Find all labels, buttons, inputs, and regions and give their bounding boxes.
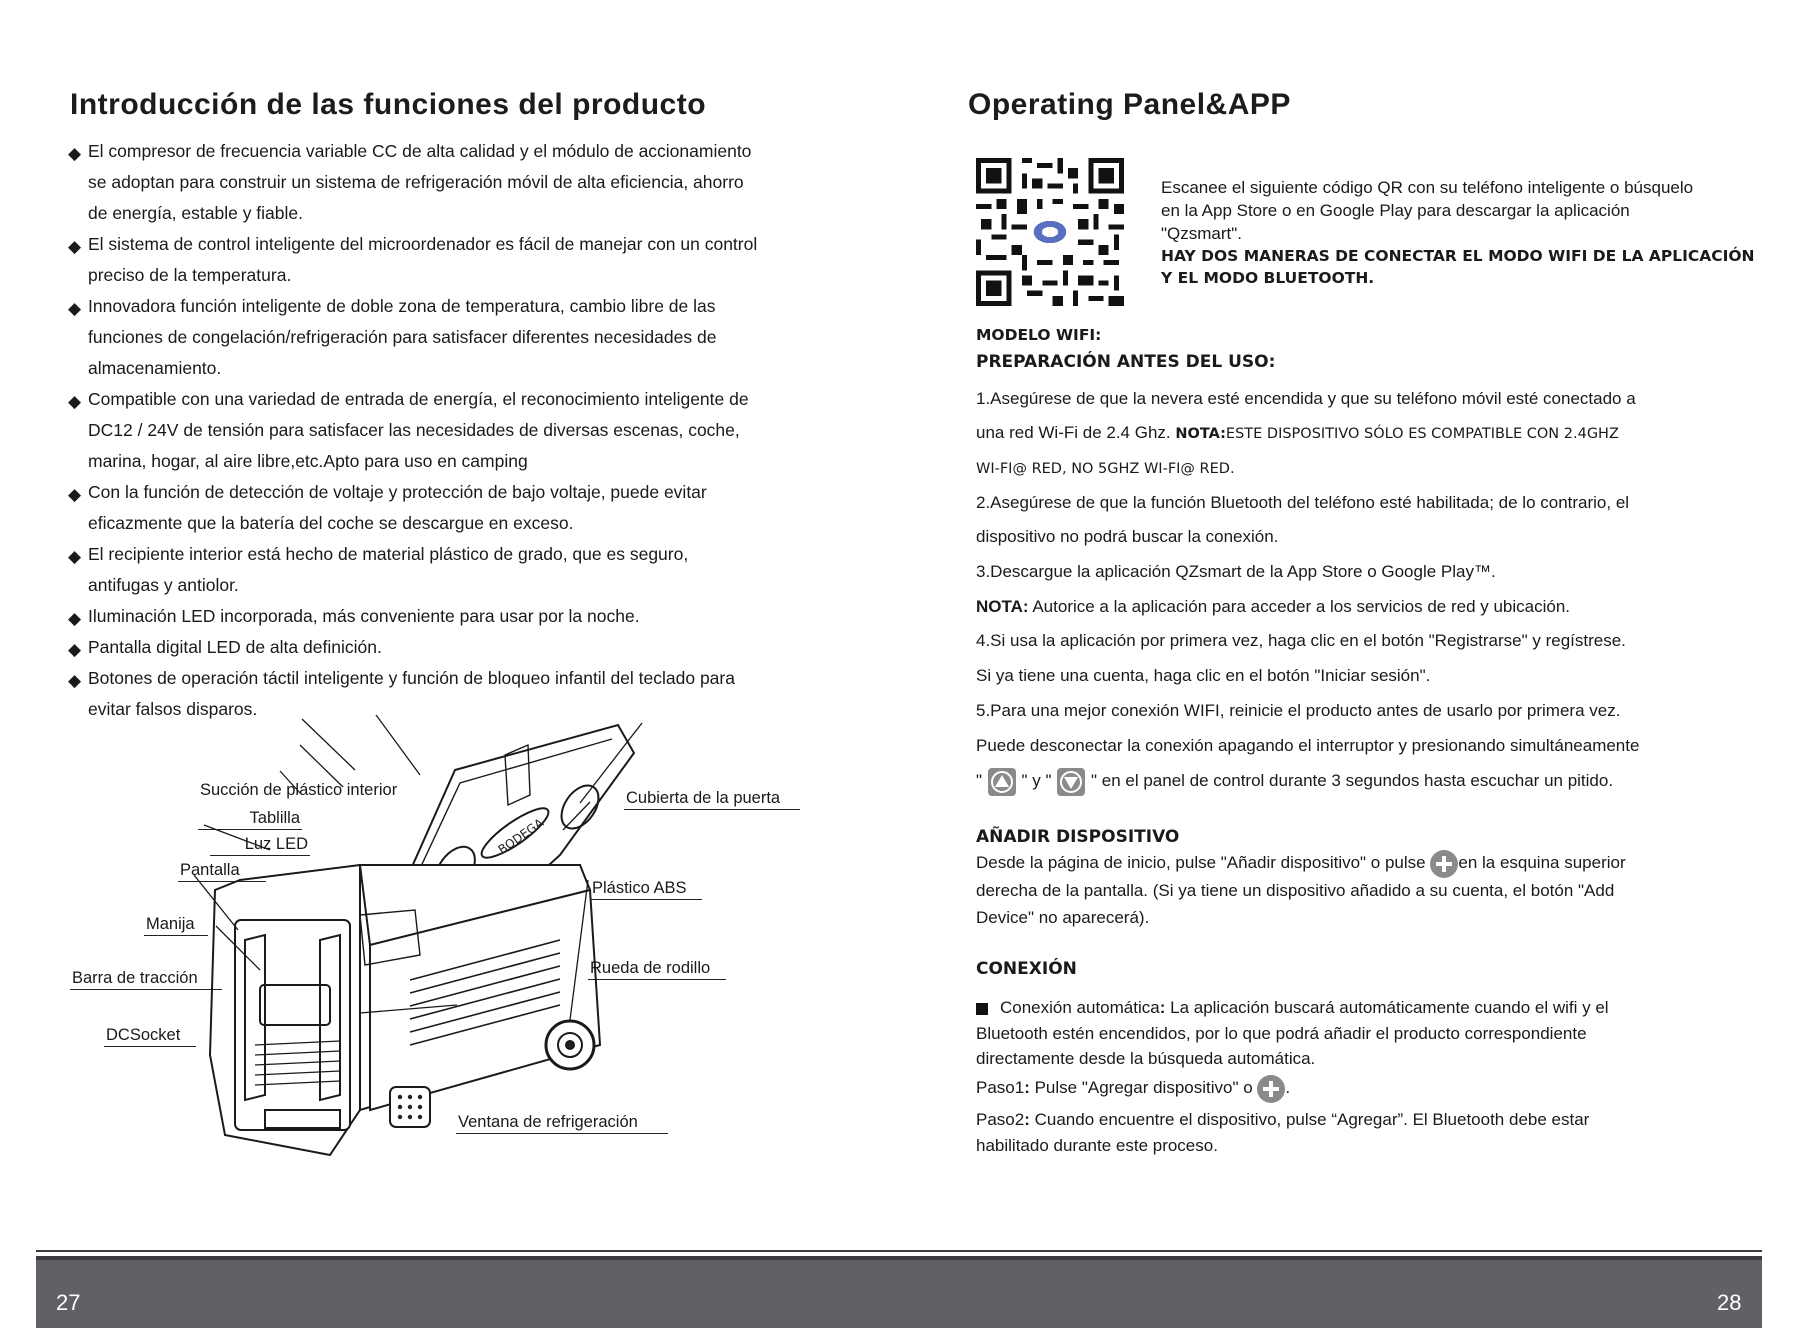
feature-text-line: El sistema de control inteligente del microordenador es fácil de manejar con un control (88, 234, 758, 254)
quote: " (976, 771, 983, 790)
feature-text-line: Pantalla digital LED de alta definición. (88, 637, 382, 657)
colon: : (1024, 1078, 1030, 1097)
qr-text-line: "Qzsmart". (1161, 224, 1243, 243)
nota-label: NOTA: (1175, 426, 1226, 442)
auto-line-2: Bluetooth estén encendidos, por lo que podrá añadir el producto correspondiente (976, 1024, 1587, 1043)
feature-text-line: El recipiente interior está hecho de material plástico de grado, que es seguro, (88, 544, 689, 564)
disconnect-text-end: " en el panel de control durante 3 segundos hasta escuchar un pitido. (1091, 771, 1614, 790)
feature-text-line: Botones de operación táctil inteligente y función de bloqueo infantil del teclado para (88, 668, 735, 688)
feature-text-line: DC12 / 24V de tensión para satisfacer las necesidades de diversas escenas, coche, (88, 420, 740, 440)
footer-bar (36, 1256, 1762, 1328)
nota-text: ESTE DISPOSITIVO SÓLO ES COMPATIBLE CON 2.4GHZ (1225, 426, 1619, 442)
add-plus-icon (1257, 1075, 1285, 1103)
page-number-right: 28 (1717, 1290, 1742, 1315)
step-2: 2.Asegúrese de que la función Bluetooth del teléfono esté habilitada; de lo contrario, el (976, 493, 1630, 512)
up-key-icon (987, 767, 1017, 797)
period: . (1285, 1078, 1291, 1097)
conexion-heading: CONEXIÓN (976, 959, 1077, 979)
left-page (0, 0, 899, 1325)
paso2-label: Paso2 (976, 1110, 1025, 1129)
nota-label: NOTA: (976, 597, 1029, 616)
qr-description (1161, 176, 1781, 289)
step-1: 1.Asegúrese de que la nevera esté encendida y que su teléfono móvil esté conectado a (976, 389, 1636, 408)
paso2-text: Cuando encuentre el dispositivo, pulse “Agregar”. El Bluetooth debe estar (1029, 1110, 1590, 1129)
disconnect-text: Puede desconectar la conexión apagando el interruptor y presionando simultáneamente (976, 736, 1640, 755)
feature-text-line: eficazmente que la batería del coche se descargue en exceso. (88, 513, 574, 533)
colon: : (1024, 1110, 1030, 1129)
step-1-end: WI-FI@ RED, NO 5GHZ WI-FI@ RED. (976, 461, 1235, 477)
feature-text-line: preciso de la temperatura. (88, 265, 292, 285)
and-text: " y " (1021, 771, 1052, 790)
footer-rule (36, 1250, 1762, 1252)
feature-text-line: funciones de congelación/refrigeración para satisfacer diferentes necesidades de (88, 327, 717, 347)
connection-modes-heading: HAY DOS MANERAS DE CONECTAR EL MODO WIFI DE LA APLICACIÓN (1161, 247, 1755, 265)
label-rueda-rodillo: Rueda de rodillo (588, 958, 726, 980)
feature-text-line: Iluminación LED incorporada, más conveniente para usar por la noche. (88, 606, 640, 626)
anadir-line-1 (976, 848, 1776, 878)
diamond-bullet-icon: ◆ (68, 299, 82, 318)
step-3: 3.Descargue la aplicación QZsmart de la App Store o Google Play™. (976, 562, 1496, 581)
auto-text: La aplicación buscará automáticamente cuando el wifi y el (1165, 998, 1609, 1017)
auto-line-3: directamente desde la búsqueda automática. (976, 1049, 1316, 1068)
feature-text-line: evitar falsos disparos. (88, 699, 258, 719)
down-key-icon (1056, 767, 1086, 797)
diamond-bullet-icon: ◆ (68, 144, 82, 163)
preparacion-heading: PREPARACIÓN ANTES DEL USO: (976, 352, 1276, 372)
feature-list (68, 136, 858, 725)
add-plus-icon (1430, 850, 1458, 878)
diamond-bullet-icon: ◆ (68, 547, 82, 566)
modelo-wifi-heading: MODELO WIFI: (976, 326, 1102, 344)
anadir-line-3: Device" no aparecerá). (976, 908, 1150, 927)
feature-text-line: de energía, estable y fiable. (88, 203, 304, 223)
diamond-bullet-icon: ◆ (68, 237, 82, 256)
feature-text-line: se adoptan para construir un sistema de refrigeración móvil de alta eficiencia, ahorro (88, 172, 744, 192)
paso1-text: Pulse "Agregar dispositivo" o (1029, 1078, 1253, 1097)
svg-text:BODEGA: BODEGA (495, 815, 547, 857)
label-luz-led: Luz LED (210, 834, 310, 856)
paso2-line-2: habilitado durante este proceso. (976, 1136, 1218, 1155)
qr-text-line: en la App Store o en Google Play para descargar la aplicación (1161, 201, 1630, 220)
step-1-cont (976, 416, 1776, 451)
feature-bullet (68, 291, 858, 384)
label-pantalla: Pantalla (178, 860, 266, 882)
feature-text-line: marina, hogar, al aire libre,etc.Apto para uso en camping (88, 451, 528, 471)
section-title: Introducción de las funciones del producto (70, 88, 707, 121)
diamond-bullet-icon: ◆ (68, 485, 82, 504)
label-manija: Manija (144, 914, 208, 936)
feature-text-line: Innovadora función inteligente de doble zona de temperatura, cambio libre de las (88, 296, 716, 316)
feature-text-line: Compatible con una variedad de entrada de energía, el reconocimiento inteligente de (88, 389, 749, 409)
qr-text-line: Escanee el siguiente código QR con su teléfono inteligente o búsquelo (1161, 178, 1694, 197)
feature-bullet (68, 477, 858, 539)
step-4: 4.Si usa la aplicación por primera vez, haga clic en el botón "Registrarse" y regístrese. (976, 631, 1626, 650)
label-barra-traccion: Barra de tracción (70, 968, 222, 990)
paso1-label: Paso1 (976, 1078, 1025, 1097)
nota-text: Autorice a la aplicación para acceder a los servicios de red y ubicación. (1028, 597, 1571, 616)
diamond-bullet-icon: ◆ (68, 392, 82, 411)
page-number-left: 27 (56, 1290, 81, 1315)
right-page (899, 0, 1798, 1325)
feature-bullet (68, 632, 858, 663)
label-succion: Succión de plástico interior (200, 781, 398, 799)
step-4-cont: Si ya tiene una cuenta, haga clic en el botón "Iniciar sesión". (976, 666, 1431, 685)
feature-bullet (68, 384, 858, 477)
feature-bullet (68, 601, 858, 632)
section-title-right: Operating Panel&APP (968, 88, 1291, 121)
step-1-text: una red Wi-Fi de 2.4 Ghz. (976, 423, 1171, 442)
feature-text-line: almacenamiento. (88, 358, 222, 378)
auto-label: Conexión automática (1000, 998, 1160, 1017)
connection-modes-heading-cont: Y EL MODO BLUETOOTH. (1161, 269, 1375, 287)
paso1-line (976, 1073, 1776, 1103)
anadir-line-2: derecha de la pantalla. (Si ya tiene un dispositivo añadido a su cuenta, el botón "Add (976, 881, 1615, 900)
label-ventana: Ventana de refrigeración (456, 1112, 668, 1134)
diamond-bullet-icon: ◆ (68, 671, 82, 690)
step-2-cont: dispositivo no podrá buscar la conexión. (976, 527, 1279, 546)
label-dcsocket: DCSocket (104, 1025, 196, 1047)
feature-bullet (68, 136, 858, 229)
step-5: 5.Para una mejor conexión WIFI, reinicie el producto antes de usarlo por primera vez. (976, 701, 1621, 720)
feature-text-line: Con la función de detección de voltaje y protección de bajo voltaje, puede evitar (88, 482, 707, 502)
anadir-heading: AÑADIR DISPOSITIVO (976, 827, 1180, 847)
label-plastico-abs: Plástico ABS (590, 878, 702, 900)
nota-line (976, 590, 1776, 624)
label-cubierta: Cubierta de la puerta (624, 788, 800, 810)
fridge-illustration (60, 715, 820, 1165)
anadir-text: Desde la página de inicio, pulse "Añadir dispositivo" o pulse (976, 853, 1426, 872)
colon: : (1159, 998, 1166, 1017)
feature-bullet (68, 229, 858, 291)
feature-bullet (68, 539, 858, 601)
qr-code (976, 158, 1124, 306)
label-tablilla: Tablilla (198, 808, 302, 830)
diamond-bullet-icon: ◆ (68, 640, 82, 659)
diamond-bullet-icon: ◆ (68, 609, 82, 628)
feature-text-line: El compresor de frecuencia variable CC de alta calidad y el módulo de accionamiento (88, 141, 752, 161)
disconnect-keys-line (976, 764, 1776, 798)
anadir-text-end: en la esquina superior (1458, 853, 1626, 872)
square-bullet-icon (976, 1003, 988, 1015)
feature-text-line: antifugas y antiolor. (88, 575, 239, 595)
